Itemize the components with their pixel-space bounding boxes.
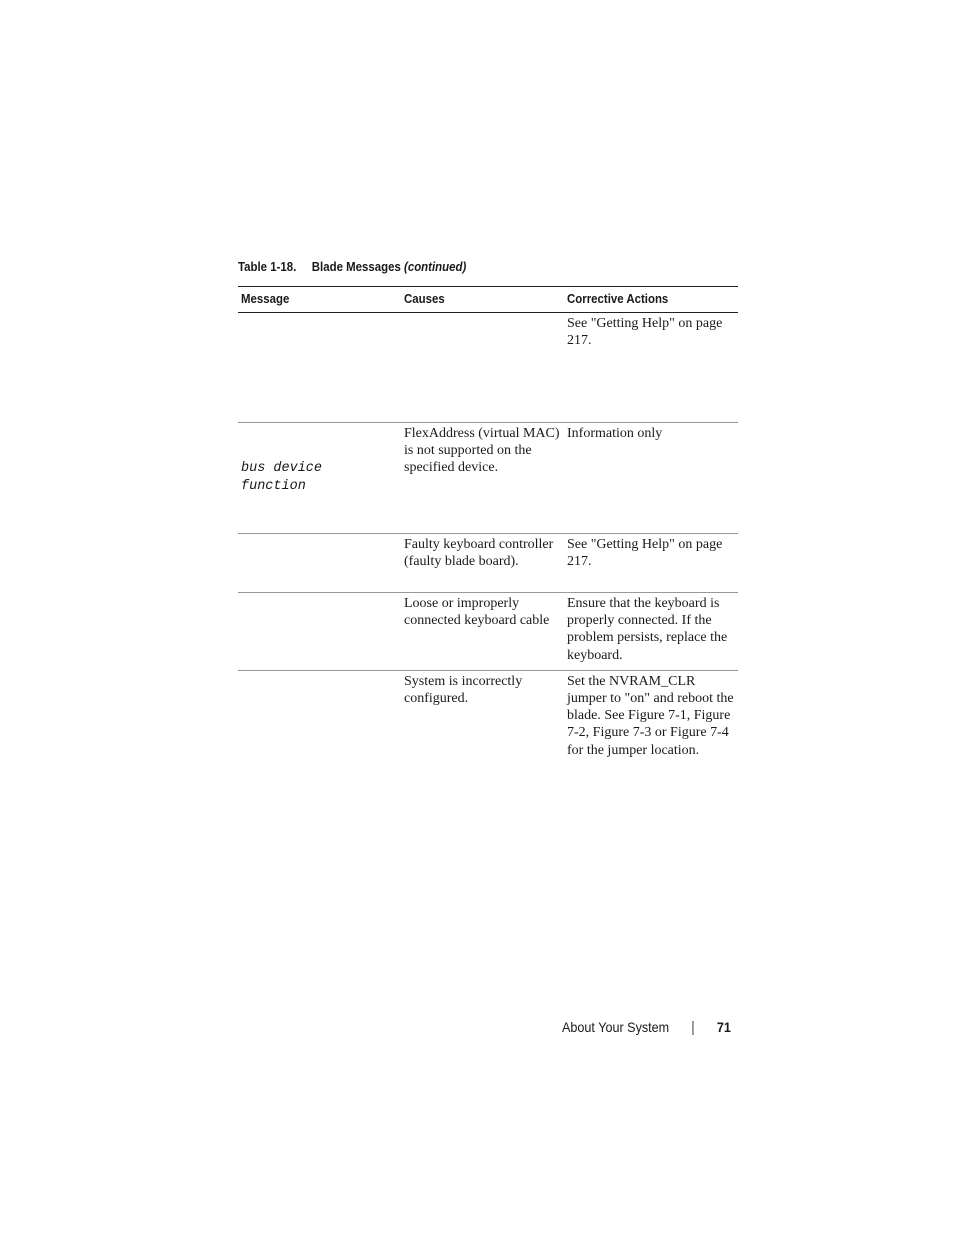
page-footer: [562, 1019, 731, 1035]
cell-message: bus device function: [238, 423, 401, 534]
header-causes: Causes: [401, 287, 564, 313]
cell-causes: Faulty keyboard controller (faulty blade board).: [401, 534, 564, 593]
cell-message: [238, 534, 401, 593]
cell-action: See "Getting Help" on page 217.: [564, 534, 738, 593]
cell-action: Ensure that the keyboard is properly connected. If the problem persists, replace the keyboard.: [564, 593, 738, 671]
table-row: [238, 423, 738, 534]
cell-causes: [401, 313, 564, 423]
cell-message: [238, 313, 401, 423]
cell-action: See "Getting Help" on page 217.: [564, 313, 738, 423]
table-header-row: [238, 287, 738, 313]
table-caption: [238, 259, 466, 274]
table-row: [238, 593, 738, 671]
header-corrective-actions: Corrective Actions: [564, 287, 738, 313]
cell-action: Information only: [564, 423, 738, 534]
table-continued: (continued): [404, 259, 467, 274]
cell-causes: System is incorrectly configured.: [404, 673, 523, 707]
table-number: Table 1-18.: [238, 259, 297, 274]
footer-divider: [693, 1021, 694, 1035]
cell-causes: FlexAddress (virtual MAC) is not supported on the specified device.: [401, 423, 564, 534]
table-row: [238, 534, 738, 593]
blade-messages-table: [238, 286, 738, 783]
table-title: Blade Messages: [311, 259, 401, 274]
cell-message: [238, 593, 401, 671]
cell-message: [238, 670, 401, 783]
table-row: [238, 670, 738, 783]
table-row: [238, 313, 738, 423]
cell-causes: Loose or improperly connected keyboard cable: [401, 593, 564, 671]
cell-action: Set the NVRAM_CLR jumper to "on" and reboot the blade. See Figure 7-1, Figure 7-2, Figure 7-3 or Figure 7-4 for the jumper location.: [567, 673, 734, 758]
footer-section-title: About Your System: [562, 1019, 670, 1035]
page-number: 71: [716, 1019, 731, 1035]
header-message: Message: [238, 287, 401, 313]
